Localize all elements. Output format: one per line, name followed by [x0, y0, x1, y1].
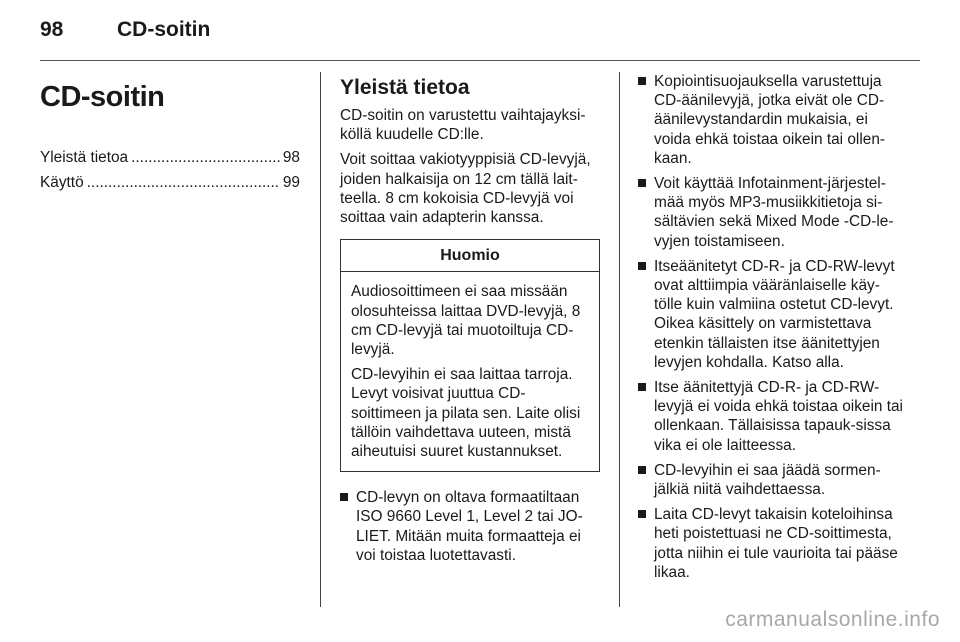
note-heading: Huomio: [341, 240, 599, 272]
note-paragraph: Audiosoittimeen ei saa missään olosuhteissa laittaa DVD-levyjä, 8 cm CD-levyjä tai muotoiltuja CD-levyjä.: [351, 283, 581, 359]
toc-entry[interactable]: [40, 173, 300, 192]
note-paragraph: CD-levyihin ei saa laittaa tarroja. Levyt voisivat juuttua CD-soittimeen ja pilata sen. Laite olisi tällöin vaihdettava uuteen, mistä aiheutuisi suuret kustannukset.: [351, 366, 581, 461]
watermark: carmanualsonline.info: [725, 608, 940, 631]
list-item-text: CD-levyihin ei saa jäädä sormen-jälkiä niitä vaihdettaessa.: [654, 461, 881, 499]
column-divider: [320, 72, 321, 607]
square-bullet-icon: [638, 510, 646, 518]
toc-entry-label: Yleistä tietoa: [40, 149, 129, 166]
toc-leader-dots: [87, 173, 280, 192]
toc-entry-page: 99: [282, 174, 300, 192]
right-column: [638, 72, 908, 588]
section-title: Yleistä tietoa: [340, 76, 470, 99]
paragraph: Voit soittaa vakiotyyppisiä CD-levyjä, joiden halkaisija on 12 cm tällä lait-teella. 8 cm kokoisia CD-levyjä voi soittaa vain adapterin kanssa.: [340, 151, 591, 227]
left-column: [40, 72, 300, 198]
bullet-list: [340, 488, 602, 565]
toc-entry-label: Käyttö: [40, 174, 84, 192]
chapter-title: CD-soitin: [40, 81, 165, 113]
header-rule: [40, 60, 920, 61]
list-item: [638, 505, 908, 582]
list-item-text: Voit käyttää Infotainment-järjestel-mää myös MP3-musiikkitietoja si-sältävien sekä Mixed Mode -CD-le-vyjen toistamiseen.: [654, 175, 894, 250]
list-item: [638, 461, 908, 499]
running-title: CD-soitin: [117, 18, 211, 41]
toc-entry-page: 98: [282, 149, 300, 166]
square-bullet-icon: [638, 466, 646, 474]
list-item-text: Kopiointisuojauksella varustettuja CD-äänilevyjä, jotka eivät ole CD-äänilevystandardin mukaisia, ei voida ehkä toistaa oikein tai ollen-kaan.: [654, 73, 886, 167]
list-item-text: Itseäänitetyt CD-R- ja CD-RW-levyt ovat alttiimpia vääränlaiselle käy-tölle kuin valmiina ostetut CD-levyt. Oikea käsittely on varmistettava etenkin tällaisten itse äänitettyjen levyjen kohdalla. Katso alla.: [654, 257, 895, 371]
middle-column: [340, 72, 602, 571]
list-item-text: Laita CD-levyt takaisin koteloihinsa heti poistettuasi ne CD-soittimesta, jotta niihin ei tule vaurioita tai pääse likaa.: [654, 506, 898, 581]
table-of-contents: [40, 148, 300, 192]
toc-entry[interactable]: [40, 148, 300, 167]
square-bullet-icon: [340, 493, 348, 501]
page-number: 98: [40, 18, 64, 41]
list-item: [638, 72, 908, 168]
toc-leader-dots: [131, 148, 280, 167]
note-box: [340, 239, 600, 472]
square-bullet-icon: [638, 262, 646, 270]
column-divider: [619, 72, 620, 607]
list-item: [638, 378, 908, 455]
list-item-text: Itse äänitettyjä CD-R- ja CD-RW-levyjä ei voida ehkä toistaa oikein tai ollenkaan. Tällaisissa tapauk-sissa vika ei ole laitteessa.: [654, 379, 903, 454]
paragraph: CD-soitin on varustettu vaihtajayksi-köllä kuudelle CD:lle.: [340, 107, 586, 144]
square-bullet-icon: [638, 179, 646, 187]
list-item: [638, 174, 908, 251]
list-item: [638, 257, 908, 372]
note-body: [341, 272, 599, 471]
list-item: [340, 488, 602, 565]
square-bullet-icon: [638, 77, 646, 85]
square-bullet-icon: [638, 383, 646, 391]
bullet-list: [638, 72, 908, 582]
list-item-text: CD-levyn on oltava formaatiltaan ISO 9660 Level 1, Level 2 tai JO-LIET. Mitään muita formaatteja ei voi toistaa luotettavasti.: [356, 489, 583, 564]
